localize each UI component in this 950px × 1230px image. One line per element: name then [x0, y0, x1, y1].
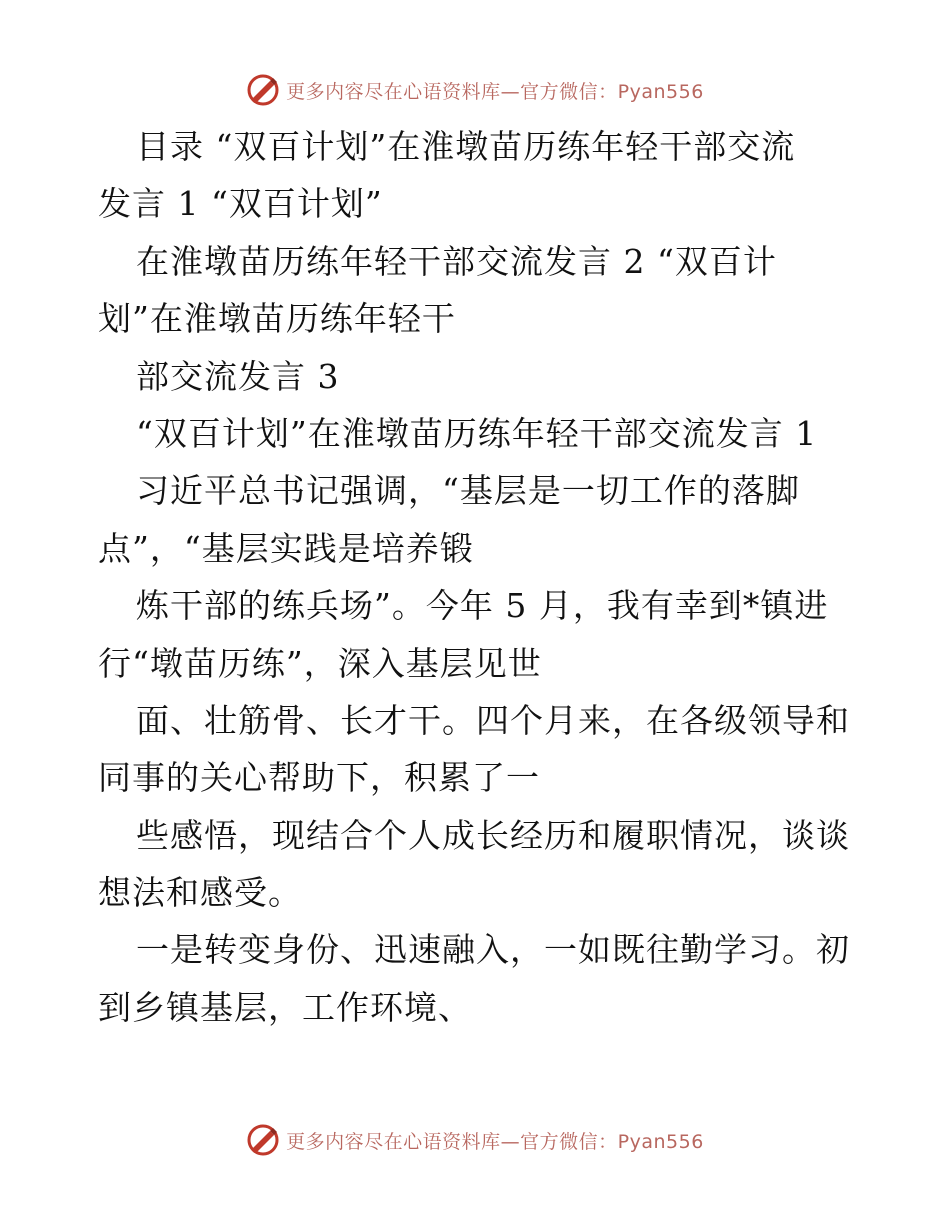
document-line: 行“墩苗历练”，深入基层见世 — [98, 643, 542, 683]
document-line: 习近平总书记强调，“基层是一切工作的落脚 — [136, 471, 800, 511]
document-body — [98, 118, 858, 1036]
pen-seal-logo-icon — [246, 1123, 280, 1157]
document-line: 到乡镇基层，工作环境、 — [98, 987, 472, 1027]
document-line: 目录 “双百计划”在淮墩苗历练年轻干部交流 — [136, 127, 796, 166]
document-line: 一是转变身份、迅速融入，一如既往勤学习。初 — [136, 930, 850, 970]
document-line: 想法和感受。 — [98, 873, 302, 913]
document-line: 面、壮筋骨、长才干。四个月来，在各级领导和 — [136, 700, 850, 740]
document-line: 发言 1 “双百计划” — [98, 184, 383, 224]
document-line: 同事的关心帮助下，积累了一 — [98, 758, 540, 798]
pen-seal-logo-icon — [246, 73, 280, 107]
document-line: 点”，“基层实践是培养锻 — [98, 528, 474, 568]
header-banner — [0, 70, 950, 110]
footer-banner-text: 更多内容尽在心语资料库—官方微信：Pyan556 — [286, 1130, 704, 1153]
header-banner-text: 更多内容尽在心语资料库—官方微信：Pyan556 — [286, 80, 704, 103]
footer-banner — [0, 1120, 950, 1160]
document-line: 炼干部的练兵场”。今年 5 月，我有幸到*镇进 — [136, 586, 829, 626]
document-line: 部交流发言 3 — [136, 356, 340, 396]
document-line: 些感悟，现结合个人成长经历和履职情况，谈谈 — [136, 815, 850, 855]
document-line: “双百计划”在淮墩苗历练年轻干部交流发言 1 — [136, 413, 818, 453]
document-line: 划”在淮墩苗历练年轻干 — [98, 299, 456, 339]
document-line: 在淮墩苗历练年轻干部交流发言 2 “双百计 — [136, 241, 777, 281]
